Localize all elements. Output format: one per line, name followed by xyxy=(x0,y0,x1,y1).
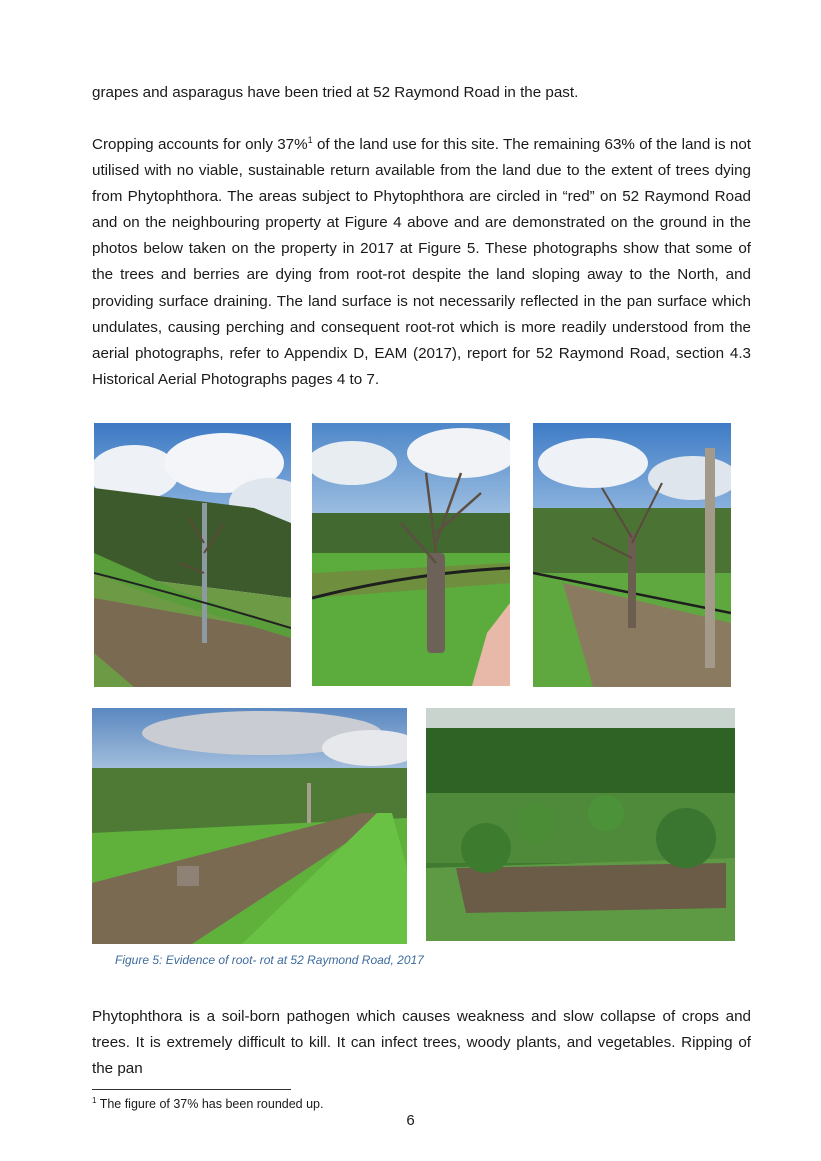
photo-hedge-orchard-row xyxy=(94,423,291,687)
photo-orchard-post xyxy=(533,423,731,687)
page-number: 6 xyxy=(406,1112,415,1129)
footnote-marker: 1 xyxy=(92,1095,97,1105)
photo-berry-patch xyxy=(426,708,735,941)
figure-caption: Figure 5: Evidence of root- rot at 52 Raymond Road, 2017 xyxy=(115,953,424,967)
footnote-text: The figure of 37% has been rounded up. xyxy=(96,1097,324,1111)
photo-orchard-rows-grass xyxy=(92,708,407,944)
paragraph-main-start: Cropping accounts for only 37% xyxy=(92,136,308,153)
footnote-separator xyxy=(92,1089,291,1090)
paragraph-main-rest: of the land use for this site. The remaining 63% of the land is not utilised with no viable, sustainable return available from the land due to the extent of trees dying from Phytophthora. The areas subject to Phytophthora are circled in “red” on 52 Raymond Road and on the neighbouring property at Figure 4 above and are demonstrated on the ground in the photos below taken on the property in 2017 at Figure 5. These photographs show that some of the trees and berries are dying from root-rot despite the land sloping away to the North, and providing surface draining. The land surface is not necessarily reflected in the pan surface which undulates, causing perching and consequent root-rot which is more readily understood from the aerial photographs, refer to Appendix D, EAM (2017), report for 52 Raymond Road, section 4.3 Historical Aerial Photographs pages 4 to 7. xyxy=(92,136,752,388)
footnote xyxy=(92,1097,323,1111)
paragraph-top: grapes and asparagus have been tried at 52 Raymond Road in the past. xyxy=(92,84,579,101)
paragraph-bottom: Phytophthora is a soil-born pathogen which causes weakness and slow collapse of crops and trees. It is extremely difficult to kill. It can infect trees, woody plants, and vegetables. Ripping of the pan xyxy=(92,1008,751,1078)
footnote-reference[interactable]: 1 xyxy=(307,134,313,145)
photo-dying-tree-trunk xyxy=(312,423,510,686)
paragraph-main xyxy=(92,132,751,393)
